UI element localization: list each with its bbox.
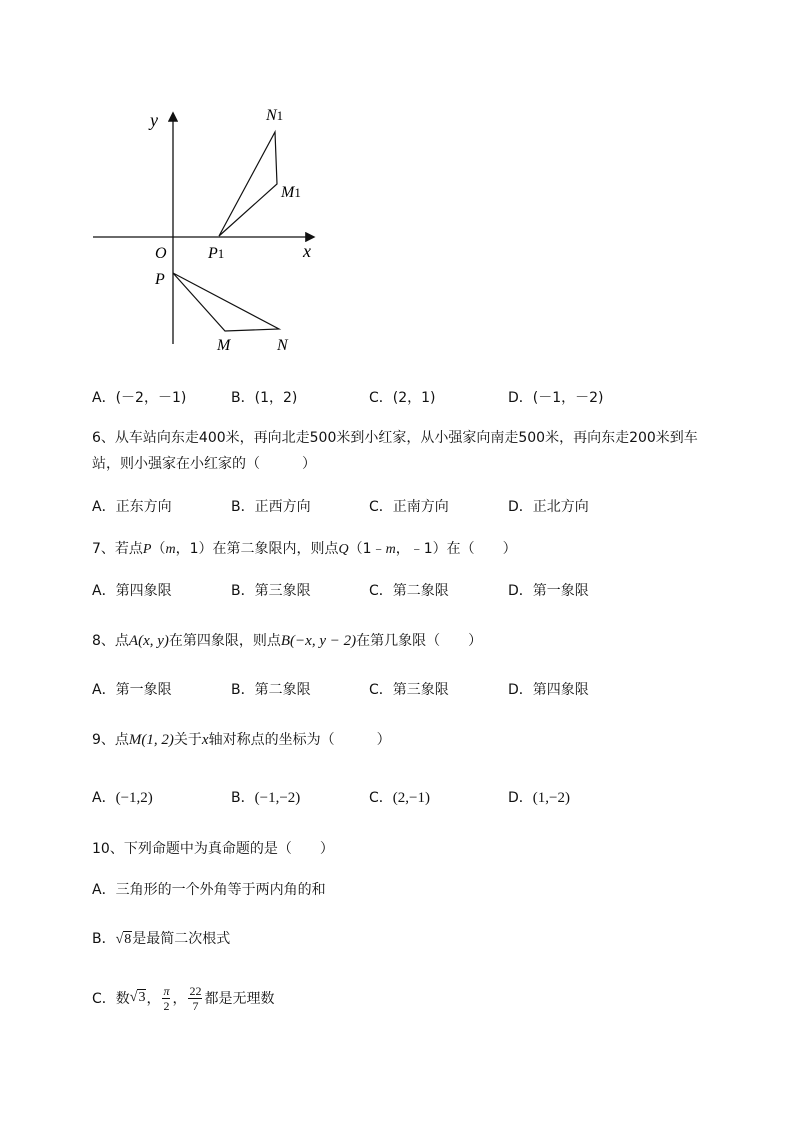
sqrt-8: √8 [115,932,132,947]
q7-option-b: B．第三象限 [231,583,311,599]
label-x: x [303,241,311,261]
label-p1: P1 [208,245,225,262]
q10-option-a: A．三角形的一个外角等于两内角的和 [92,882,326,898]
coordinate-figure [85,100,325,360]
label-n1: N1 [266,107,284,124]
triangle-p1m1n1 [219,132,277,236]
q10-option-b: B．√8是最简二次根式 [92,931,231,947]
q7-text: 7、若点P（m，1）在第二象限内，则点Q（1﹣m，﹣1）在（ ） [92,541,517,557]
q8-option-c: C．第三象限 [369,682,449,698]
q6-option-b: B．正西方向 [231,499,311,515]
q6-text-line1: 6、从车站向东走400米，再向北走500米到小红家，从小强家向南走500米，再向东走200米到车 [92,430,698,446]
q8-option-d: D．第四象限 [508,682,589,698]
fraction-pi-over-2: $\frac{\pi}{2}$ [163,983,170,1013]
q5-option-c: C．(2，1) [369,390,436,406]
q9-option-d: D．(1,−2) [508,790,570,806]
label-m1: M1 [281,184,301,201]
q5-option-d: D．(－1，－2) [508,390,604,406]
label-n: N [277,337,288,354]
q8-option-a: A．第一象限 [92,682,172,698]
q6-option-a: A．正东方向 [92,499,172,515]
q6-option-c: C．正南方向 [369,499,449,515]
q7-option-c: C．第二象限 [369,583,449,599]
label-p: P [155,271,165,288]
q9-option-b: B．(−1,−2) [231,790,301,806]
q9-option-c: C．(2,−1) [369,790,430,806]
q5-option-a: A．(－2，－1) [92,390,187,406]
triangle-pmn [173,273,279,331]
fraction-22-over-7: $\frac{22}{7}$ [189,983,202,1013]
q10-text: 10、下列命题中为真命题的是（ ） [92,841,334,857]
q7-option-d: D．第一象限 [508,583,589,599]
label-m: M [217,337,231,354]
q5-option-b: B．(1，2) [231,390,298,406]
q6-text-line2: 站，则小强家在小红家的（ ） [92,456,316,472]
q6-option-d: D．正北方向 [508,499,589,515]
q8-option-b: B．第二象限 [231,682,311,698]
sqrt-3: √3 [129,990,146,1005]
q8-text: 8、点A(x, y)在第四象限，则点B(−x, y − 2)在第几象限（ ） [92,633,483,649]
q9-option-a: A．(−1,2) [92,790,153,806]
q7-option-a: A．第四象限 [92,583,172,599]
q10-option-c: C．数 √3 ， $\frac{\pi}{2}$ ， $\frac{22}{7}$ 都是无理数 [92,983,275,1013]
label-y: y [150,110,158,130]
q9-text: 9、点M(1, 2)关于x轴对称点的坐标为（ ） [92,732,391,748]
label-o: O [155,245,167,262]
